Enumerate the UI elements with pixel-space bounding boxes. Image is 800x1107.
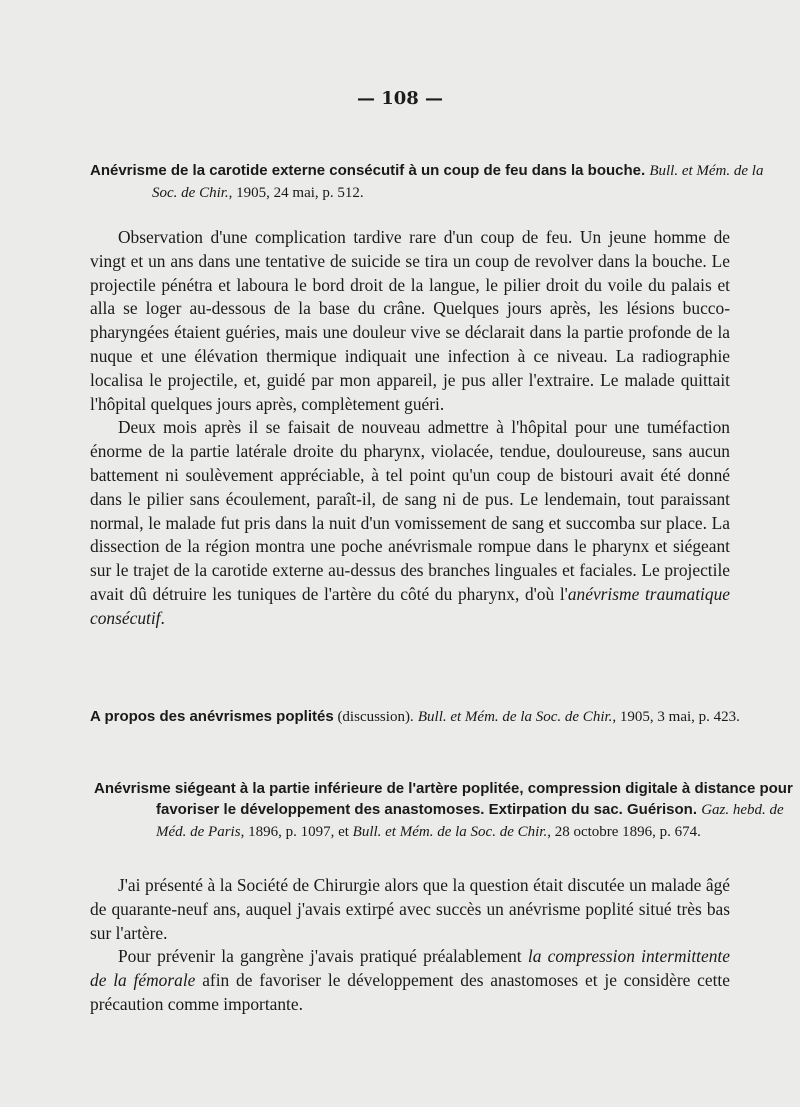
entry-reference-journal: Bull. et Mém. de la Soc. de Chir. [152, 163, 764, 201]
entry-reference-journal: Bull. et Mém. de la Soc. de Chir. [352, 824, 548, 840]
paragraph-text: . [160, 607, 165, 628]
entry-title: A propos des anévrismes poplités [90, 708, 334, 725]
entry-title-suffix: (discussion). [333, 709, 414, 725]
paragraph: J'ai présenté à la Société de Chirurgie alors que la question était discutée un malade âgé de quarante-neuf ans, auquel j'avais extirpé avec succès un anévrisme poplité situé très bas sur l'artère. [90, 875, 730, 943]
entry-heading-3 [94, 778, 796, 843]
entry-reference-details: , 28 octobre 1896, p. 674. [547, 824, 701, 840]
paragraph-emphasis: la compression intermittente de la fémorale [90, 946, 730, 991]
entry-reference-details: , 1905, 24 mai, p. 512. [228, 185, 364, 201]
entry-title: Anévrisme de la carotide externe consécutif à un coup de feu dans la bouche. [90, 162, 646, 179]
entry-heading-1 [90, 160, 792, 204]
entry-title: Anévrisme siégeant à la partie inférieure de l'artère poplitée, compression digitale à distance pour favoriser le développement des anastomoses. Extirpation du sac. Guérison. [94, 780, 793, 818]
entry-body-1 [90, 226, 730, 631]
paragraph-text: afin de favoriser le développement des anastomoses et je considère cette précaution comme importante. [90, 970, 730, 1014]
entry-reference-details: , 1896, p. 1097, et [240, 824, 353, 840]
page-number: — 108 — [356, 88, 444, 109]
entry-reference-journal: Gaz. hebd. de Méd. de Paris [156, 802, 784, 840]
paragraph-text: Deux mois après il se faisait de nouveau admettre à l'hôpital pour une tuméfaction énorme de la partie latérale droite du pharynx, violacée, tendue, douloureuse, sans aucun battement ni soulèvement appréciable, à tel point qu'un coup de bistouri avait été donné dans le pilier sans écoulement, paraît-il, de sang ni de pus. Le lendemain, tout paraissant normal, le malade fut pris dans la nuit d'un vomissement de sang et succomba sur place. La dissection de la région montra une poche anévrismale rompue dans le pharynx et siégeant sur le trajet de la carotide externe au-dessus des branches linguales et faciales. Le projectile avait dû détruire les tuniques de l'artère du côté du pharynx, d'où l' [90, 417, 730, 604]
entry-reference-journal: Bull. et Mém. de la Soc. de Chir. [417, 709, 613, 725]
paragraph [90, 945, 730, 1016]
paragraph-text: Pour prévenir la gangrène j'avais pratiqué préalablement [118, 946, 528, 967]
entry-heading-2 [90, 706, 792, 728]
paragraph: Observation d'une complication tardive rare d'un coup de feu. Un jeune homme de vingt et un ans dans une tentative de suicide se tira un coup de revolver dans la bouche. Le projectile pénétra et laboura le bord droit de la langue, le pilier droit du voile du palais et alla se loger au-dessous de la base du crâne. Quelques jours après, les lésions bucco-pharyngées étaient guéries, mais une douleur vive se déclarait dans la partie profonde de la nuque et une élévation thermique indiquait une infection à ce niveau. La radiographie localisa le projectile, et, guidé par mon appareil, je pus aller l'extraire. Le malade quittait l'hôpital quelques jours après, complètement guéri. [90, 227, 730, 414]
paragraph-emphasis: anévrisme traumatique consécutif [90, 583, 730, 628]
paragraph [90, 416, 730, 630]
entry-reference-details: , 1905, 3 mai, p. 423. [612, 709, 740, 725]
entry-body-3 [90, 874, 730, 1017]
